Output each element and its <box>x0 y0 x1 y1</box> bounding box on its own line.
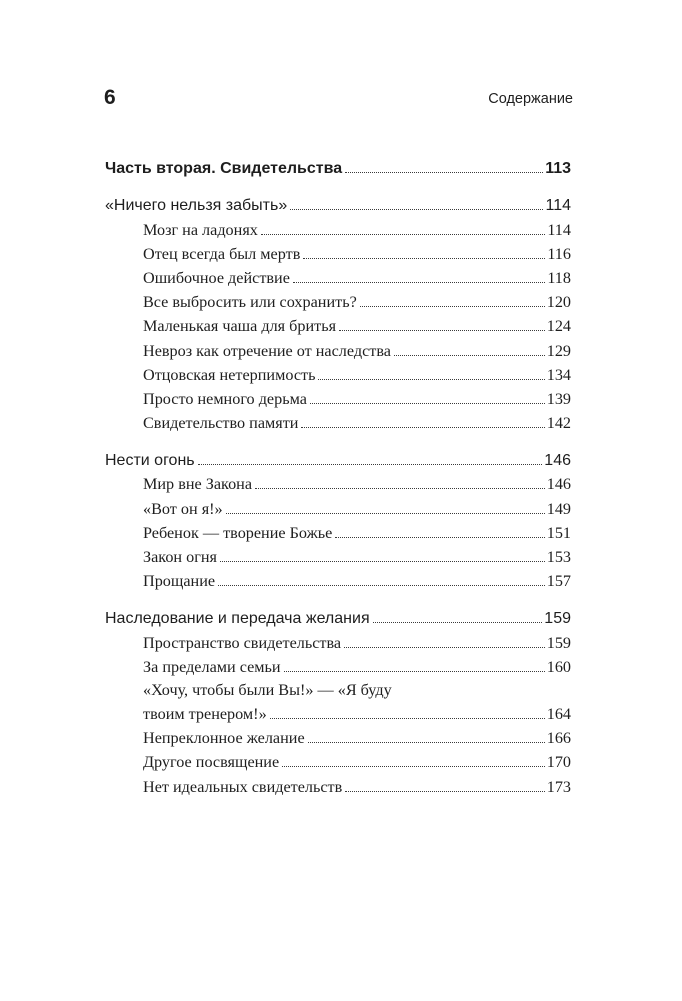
toc-title: Нести огонь <box>105 452 195 470</box>
toc-title: «Ничего нельзя забыть» <box>105 197 288 215</box>
toc-leader <box>284 671 545 672</box>
toc-leader <box>293 282 545 283</box>
toc-page: 129 <box>546 341 571 360</box>
toc-item <box>105 772 571 796</box>
toc-item <box>105 361 571 385</box>
toc-title: «Вот он я!» <box>143 499 223 518</box>
toc-item <box>105 519 571 543</box>
toc-title: Мозг на ладонях <box>143 220 258 239</box>
toc-page: 160 <box>546 657 571 676</box>
page-number: 6 <box>104 86 116 109</box>
toc-leader <box>218 585 545 586</box>
toc-title: «Хочу, чтобы были Вы!» — «Я буду <box>143 680 392 699</box>
toc-leader <box>282 766 545 767</box>
table-of-contents <box>105 154 571 797</box>
toc-title: Наследование и передача желания <box>105 610 370 628</box>
toc-leader <box>290 209 543 210</box>
toc-item-first-line <box>105 677 571 700</box>
toc-chapter <box>105 446 571 470</box>
toc-leader <box>261 234 545 235</box>
toc-page: 120 <box>546 293 571 312</box>
toc-item <box>105 215 571 239</box>
toc-page: 159 <box>544 610 571 628</box>
toc-leader <box>339 330 545 331</box>
toc-leader <box>303 258 545 259</box>
toc-page: 124 <box>546 317 571 336</box>
toc-item <box>105 470 571 494</box>
toc-item <box>105 653 571 677</box>
toc-title: Маленькая чаша для бритья <box>143 317 337 336</box>
toc-page: 146 <box>544 452 571 470</box>
toc-item <box>105 628 571 652</box>
toc-title: Свидетельство памяти <box>143 414 299 433</box>
toc-item <box>105 240 571 264</box>
toc-leader <box>345 172 543 173</box>
toc-title: Непреклонное желание <box>143 729 305 748</box>
toc-page: 173 <box>546 777 571 796</box>
toc-item <box>105 724 571 748</box>
toc-title: Отец всегда был мертв <box>143 244 301 263</box>
toc-item <box>105 748 571 772</box>
toc-item <box>105 700 571 724</box>
toc-item <box>105 409 571 433</box>
toc-page: 170 <box>546 753 571 772</box>
toc-page: 149 <box>546 499 571 518</box>
toc-page: 114 <box>545 197 571 215</box>
toc-leader <box>270 718 545 719</box>
toc-item <box>105 543 571 567</box>
toc-page: 146 <box>546 475 571 494</box>
toc-page: 118 <box>547 268 571 287</box>
toc-leader <box>373 622 543 623</box>
toc-title: Другое посвящение <box>143 753 280 772</box>
toc-page: 159 <box>546 633 571 652</box>
toc-item <box>105 264 571 288</box>
toc-page: 164 <box>546 704 571 723</box>
toc-title: Все выбросить или сохранить? <box>143 293 357 312</box>
toc-page: 142 <box>546 414 571 433</box>
toc-page: 157 <box>546 572 571 591</box>
toc-chapter <box>105 604 571 628</box>
toc-leader <box>220 561 545 562</box>
toc-page: 151 <box>546 523 571 542</box>
toc-leader <box>310 403 545 404</box>
toc-leader <box>301 427 544 428</box>
toc-page: 134 <box>546 365 571 384</box>
toc-leader <box>344 647 545 648</box>
toc-title: Невроз как отречение от наследства <box>143 341 391 360</box>
toc-page: 153 <box>546 548 571 566</box>
toc-item <box>105 336 571 360</box>
toc-item <box>105 494 571 518</box>
toc-title: твоим тренером!» <box>143 704 267 723</box>
toc-item <box>105 288 571 312</box>
toc-page: 116 <box>547 244 571 263</box>
toc-part <box>105 154 571 178</box>
toc-title: Просто немного дерьма <box>143 389 307 408</box>
toc-title: Ошибочное действие <box>143 268 290 287</box>
toc-page: 166 <box>546 729 571 748</box>
toc-title: Нет идеальных свидетельств <box>143 777 343 796</box>
toc-page: 139 <box>546 389 571 408</box>
toc-title: Отцовская нетерпимость <box>143 365 316 384</box>
running-head: Содержание <box>488 91 573 107</box>
toc-leader <box>360 306 545 307</box>
toc-item <box>105 385 571 409</box>
toc-item <box>105 312 571 336</box>
toc-title: Ребенок — творение Божье <box>143 523 333 542</box>
toc-chapter <box>105 191 571 215</box>
toc-title: Пространство свидетельства <box>143 633 342 652</box>
toc-leader <box>226 513 545 514</box>
toc-page: 113 <box>545 160 571 178</box>
toc-leader <box>255 488 545 489</box>
toc-leader <box>335 537 544 538</box>
toc-title: Часть вторая. Свидетельства <box>105 160 343 178</box>
toc-leader <box>198 464 543 465</box>
toc-title: Мир вне Закона <box>143 475 253 494</box>
toc-leader <box>394 355 545 356</box>
toc-leader <box>345 791 544 792</box>
toc-leader <box>318 379 544 380</box>
toc-title: За пределами семьи <box>143 657 281 676</box>
toc-title: Закон огня <box>143 548 217 566</box>
toc-page: 114 <box>547 220 571 239</box>
toc-leader <box>308 742 545 743</box>
toc-title: Прощание <box>143 572 216 591</box>
toc-item <box>105 567 571 591</box>
